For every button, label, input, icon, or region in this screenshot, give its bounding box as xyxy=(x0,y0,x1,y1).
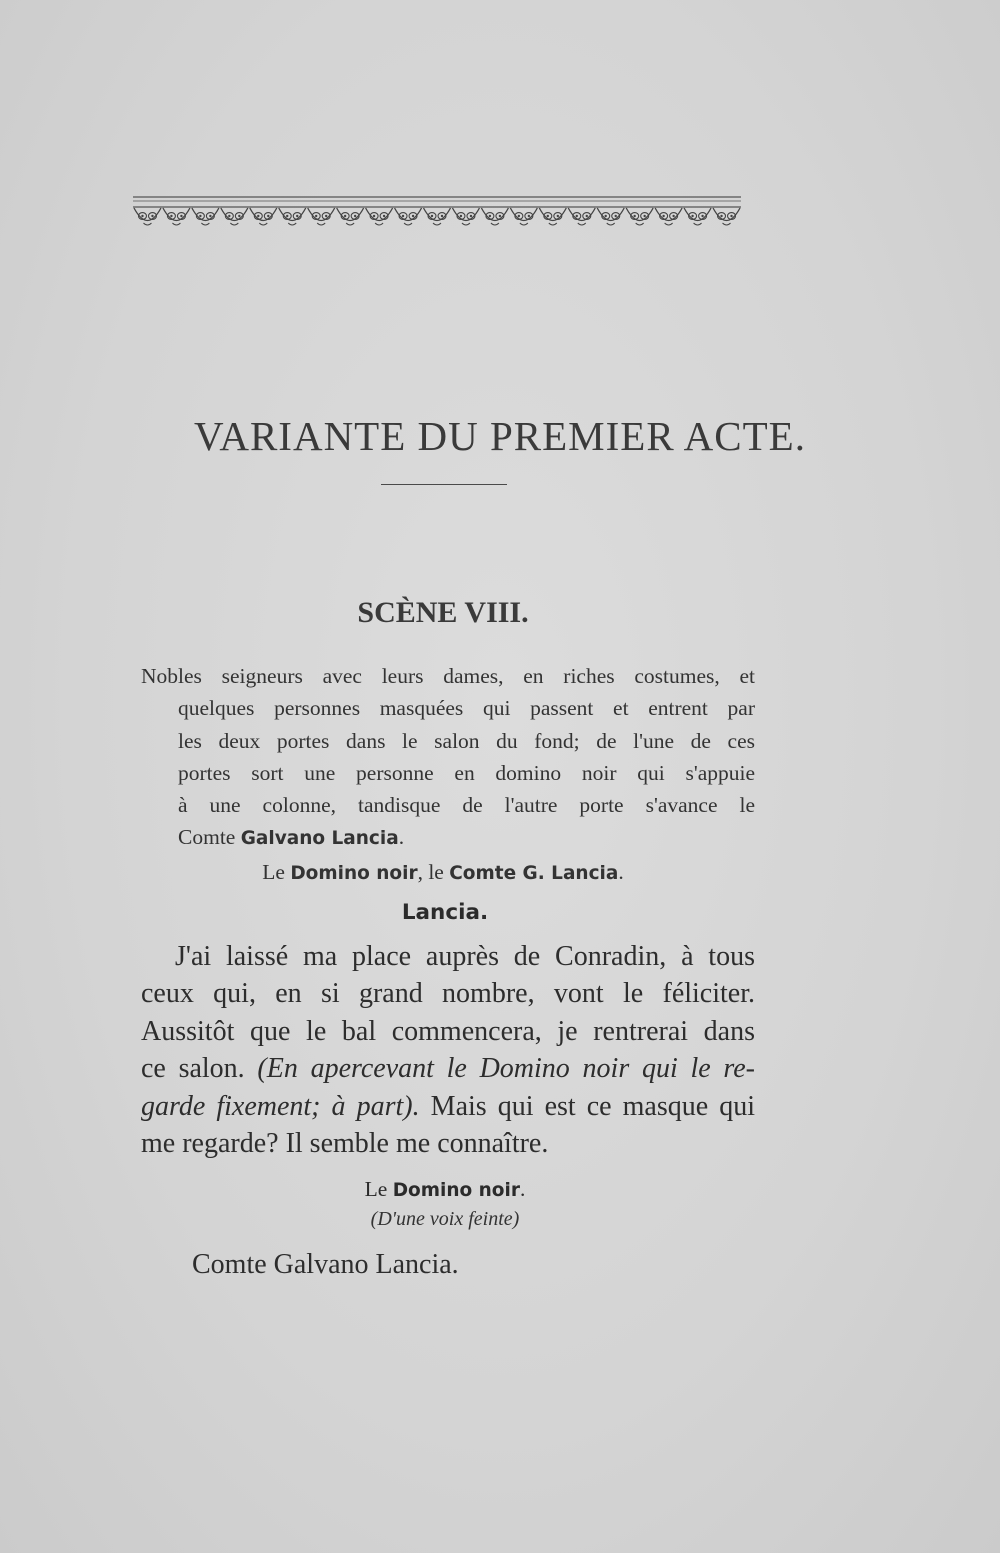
characters-present xyxy=(0,860,886,885)
speech-line: me regarde? Il semble me connaître. xyxy=(141,1128,549,1160)
speech-lancia xyxy=(141,938,755,1162)
speech-line xyxy=(141,1088,755,1125)
voice-direction: (D'une voix feinte) xyxy=(370,1208,520,1230)
text: . xyxy=(618,860,624,884)
text: ce salon. xyxy=(141,1053,258,1085)
stage-line: quelques personnes masquées qui passent et entrent par xyxy=(178,696,755,721)
speech-domino: Comte Galvano Lancia. xyxy=(192,1249,459,1280)
character-name: Galvano Lancia xyxy=(240,828,399,850)
text: Le xyxy=(262,860,291,884)
character-name: Domino noir xyxy=(290,863,418,884)
stage-line: à une colonne, tandisque de l'autre porte s'avance le xyxy=(178,793,755,818)
scene-heading: SCÈNE VIII. xyxy=(357,596,529,629)
ornamental-header-band xyxy=(133,195,741,235)
italic-direction: (En apercevant le Domino noir qui le re- xyxy=(257,1053,755,1085)
stage-line: portes sort une personne en domino noir qui s'appuie xyxy=(178,760,755,785)
stage-line-last xyxy=(141,821,755,855)
text: Mais qui est ce masque qui xyxy=(419,1090,755,1122)
page-title: VARIANTE DU PREMIER ACTE. xyxy=(194,413,806,459)
speech-line: Aussitôt que le bal commencera, je rentrerai dans xyxy=(141,1015,755,1047)
speech-line xyxy=(141,1050,755,1087)
stage-line: les deux portes dans le salon du fond; de l'une de ces xyxy=(178,728,755,753)
text: . xyxy=(519,1177,526,1201)
speaker-label-domino xyxy=(0,1177,890,1202)
speech-line: J'ai laissé ma place auprès de Conradin, à tous xyxy=(175,941,755,972)
stage-direction xyxy=(141,660,755,856)
stage-line: Nobles seigneurs avec leurs dames, en riches costumes, et xyxy=(141,664,755,688)
character-name: Domino noir xyxy=(392,1180,520,1201)
italic-direction: garde fixement; à part). xyxy=(141,1090,420,1122)
stage-text: Comte xyxy=(178,825,241,850)
text: Le xyxy=(364,1177,393,1201)
stage-text: . xyxy=(398,825,405,850)
speech-line: ceux qui, en si grand nombre, vont le féliciter. xyxy=(141,978,755,1010)
character-name: Comte G. Lancia xyxy=(449,863,619,884)
text: , le xyxy=(417,860,450,884)
speaker-label-lancia: Lancia. xyxy=(401,900,489,925)
title-divider xyxy=(381,484,507,485)
